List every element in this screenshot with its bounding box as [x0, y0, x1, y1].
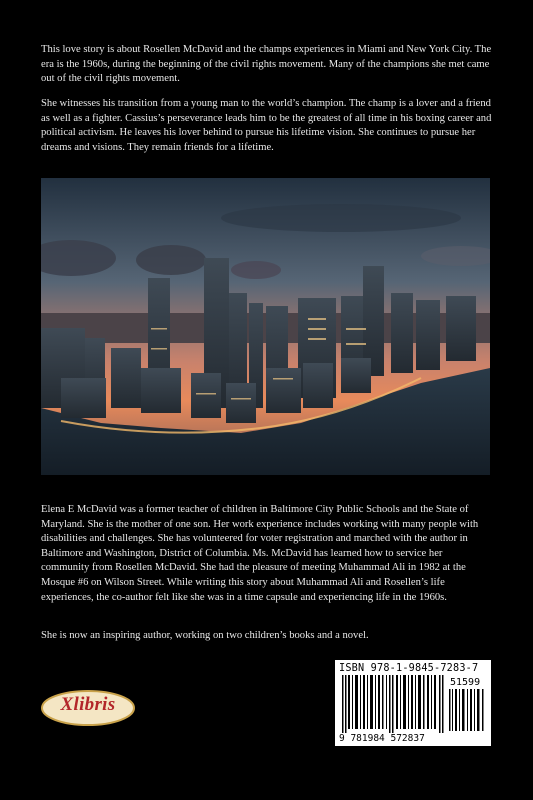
logo-text: Xlibris — [60, 694, 116, 715]
price-barcode-bars — [448, 689, 486, 731]
author-bio-paragraph: Elena E McDavid was a former teacher of children in Baltimore City Public Schools and the State of Maryland. She is the mother of one son. Her work experience includes working with many people with disabilities and challenges. She has volunteered for voter registration and marched with the author in Baltimore and Washington, District of Columbia. Ms. McDavid has learned how to service her community from Rosellen McDavid. She had the pleasure of meeting Muhammad Ali in 1982 at the Mosque #6 on Wilson Street. While writing this story about Muhammad Ali and Rosellen’s life experiences, the co-author felt like she was in a time capsule and experiencing life in the 1960s. — [41, 504, 479, 603]
synopsis-paragraph-2: She witnesses his transition from a young man to the world’s champion. The champ is a lover and a friend as well as a fighter. Cassius’s perseverance leads him to be the greatest of all time in his boxing career and political activism. He leaves his lover behind to pursue his lifetime vision. She continues to pursue her dreams and visions. They remain friends for a lifetime. — [41, 98, 492, 153]
ean-barcode-bars — [340, 675, 446, 733]
city-skyline-photo — [41, 178, 490, 475]
ean-digits: 9 781984 572837 — [339, 733, 425, 744]
isbn-barcode — [335, 660, 491, 746]
author-status-paragraph: She is now an inspiring author, working on two children’s books and a novel. — [41, 630, 369, 641]
price-code: 51599 — [450, 677, 481, 688]
isbn-label: ISBN 978-1-9845-7283-7 — [339, 663, 479, 674]
synopsis-paragraph-1: This love story is about Rosellen McDavid and the champs experiences in Miami and New York City. The era is the 1960s, during the beginning of the civil rights movement. Many of the champions she met came out of the civil rights movement. — [41, 44, 492, 85]
xlibris-logo — [40, 688, 136, 728]
